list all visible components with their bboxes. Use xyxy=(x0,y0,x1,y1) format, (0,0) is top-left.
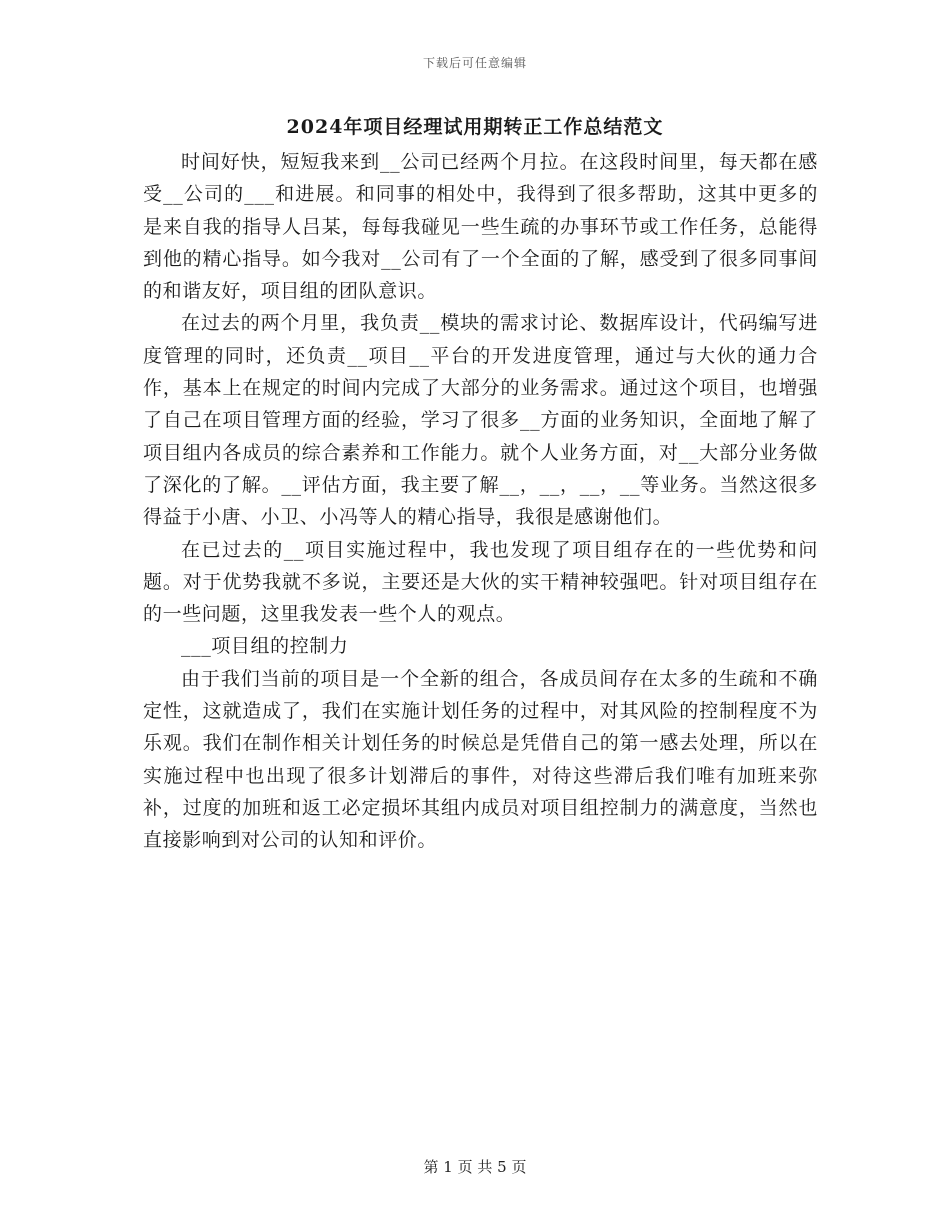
section-heading: ___项目组的控制力 xyxy=(181,635,349,658)
page-number: 第 1 页 共 5 页 xyxy=(423,1158,527,1176)
page-header-note: 下载后可任意编辑 xyxy=(422,56,527,70)
document-title: 2024年项目经理试用期转正工作总结范文 xyxy=(286,116,664,138)
paragraph: 在已过去的__项目实施过程中，我也发现了项目组存在的一些优势和问题。对于优势我就不多说，主要还是大伙的实干精神较强吧。针对项目组存在的一些问题，这里我发表一些个人的观点。 xyxy=(143,538,818,626)
paragraph: 由于我们当前的项目是一个全新的组合，各成员间存在太多的生疏和不确定性，这就造成了，我们在实施计划任务的过程中，对其风险的控制程度不为乐观。我们在制作相关计划任务的时候总是凭借自己的第一感去处理，所以在实施过程中也出现了很多计划滞后的事件，对待这些滞后我们唯有加班来弥补，过度的加班和返工必定损坏其组内成员对项目组控制力的满意度，当然也直接影响到对公司的认知和评价。 xyxy=(143,667,818,852)
document-body xyxy=(143,146,818,857)
paragraph: 时间好快，短短我来到__公司已经两个月拉。在这段时间里，每天都在感受__公司的___和进展。和同事的相处中，我得到了很多帮助，这其中更多的是来自我的指导人吕某，每每我碰见一些生疏的办事环节或工作任务，总能得到他的精心指导。如今我对__公司有了一个全面的了解，感受到了很多同事间的和谐友好，项目组的团队意识。 xyxy=(143,151,818,303)
paragraph: 在过去的两个月里，我负责__模块的需求讨论、数据库设计，代码编写进度管理的同时，还负责__项目__平台的开发进度管理，通过与大伙的通力合作，基本上在规定的时间内完成了大部分的业务需求。通过这个项目，也增强了自己在项目管理方面的经验，学习了很多__方面的业务知识，全面地了解了项目组内各成员的综合素养和工作能力。就个人业务方面，对__大部分业务做了深化的了解。__评估方面，我主要了解__，__，__，__等业务。当然这很多得益于小唐、小卫、小冯等人的精心指导，我很是感谢他们。 xyxy=(143,312,818,529)
